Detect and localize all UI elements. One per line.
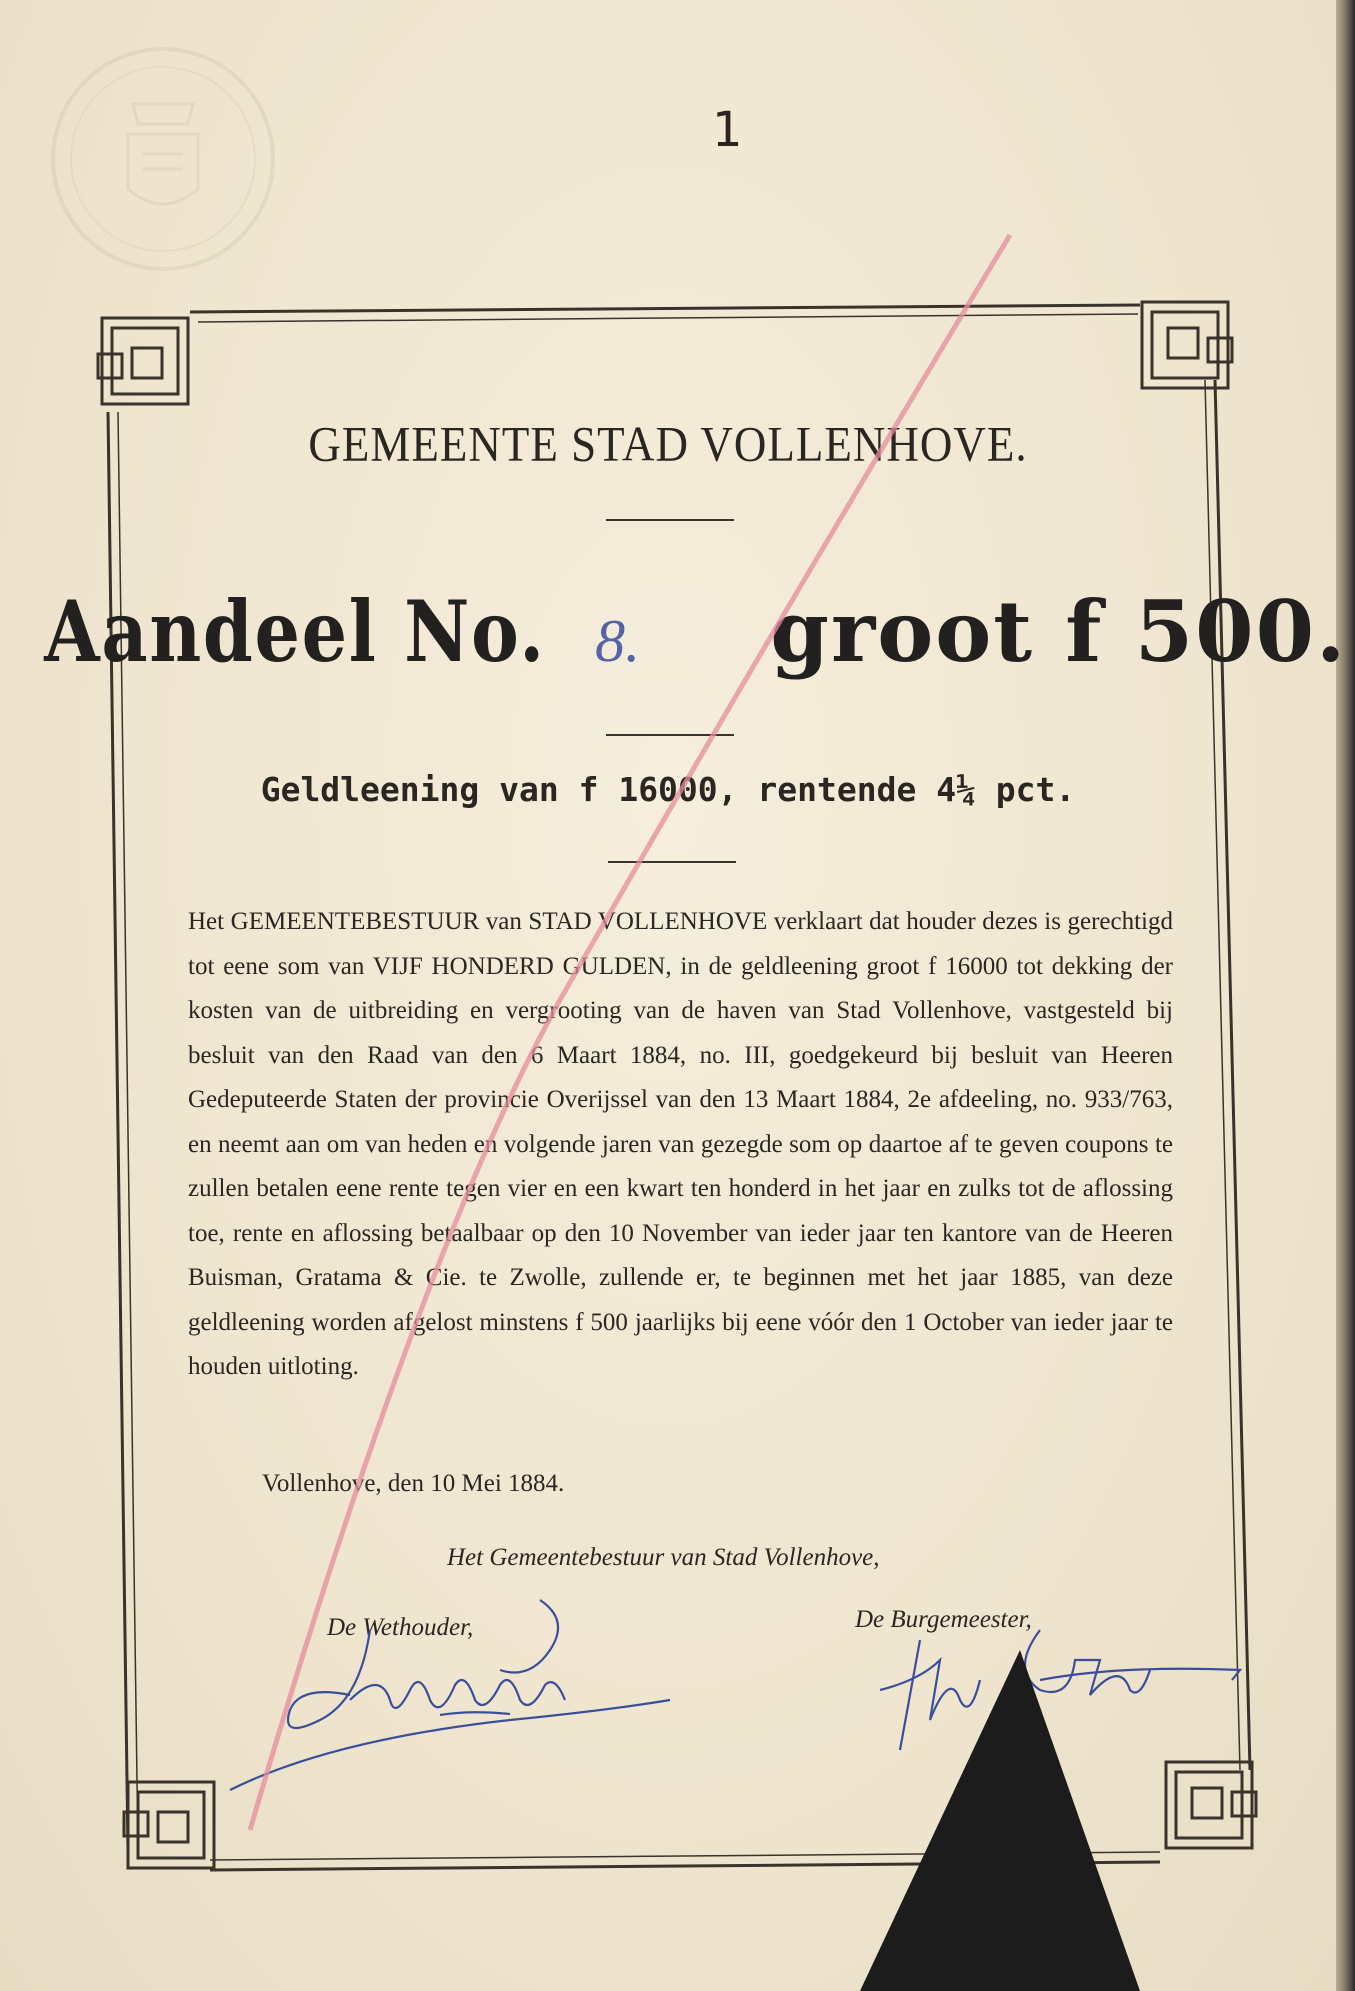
wethouder-signature — [210, 1590, 690, 1810]
corner-ornament-top-right — [1142, 302, 1232, 388]
divider — [606, 734, 734, 736]
page-number: 1 — [712, 102, 743, 158]
share-label: Aandeel No. — [44, 582, 546, 681]
burgemeester-signature — [860, 1620, 1260, 1770]
document-title: GEMEENTE STAD VOLLENHOVE. — [308, 416, 1028, 472]
wethouder-label: De Wethouder, — [327, 1614, 474, 1641]
burgemeester-label: De Burgemeester, — [855, 1606, 1032, 1633]
share-heading — [0, 582, 1348, 681]
share-number: 8. — [595, 608, 641, 674]
body-text: Het GEMEENTEBESTUUR van STAD VOLLENHOVE verklaart dat houder dezes is gerechtigd tot eene som van VIJF HONDERD GULDEN, in de geldleening groot f 16000 tot dekking der kosten van de uitbreiding en vergrooting van de haven van Stad Vollenhove, vastgesteld bij besluit van den Raad van den 6 Maart 1884, no. III, goedgekeurd bij besluit van Heeren Gedeputeerde Staten der provincie Overijssel van den 13 Maart 1884, 2e afdeeling, no. 933/763, en neemt aan om van heden en volgende jaren van gezegde som op daartoe af te geven coupons te zullen betalen eene rente tegen vier en een kwart ten honderd in het jaar en zulks tot de aflossing toe, rente en aflossing betaalbaar op den 10 November van ieder jaar ten kantore van de Heeren Buisman, Gratama & Cie. te Zwolle, zullende er, te beginnen met het jaar 1885, van deze geldleening worden afgelost minstens f 500 jaarlijks bij eene vóór den 1 October van ieder jaar te houden uitloting. — [188, 908, 1173, 1380]
paper-edge — [1336, 0, 1355, 1991]
share-value: groot f 500. — [770, 582, 1348, 681]
corner-ornament-top-left — [98, 318, 188, 404]
place-date: Vollenhove, den 10 Mei 1884. — [262, 1470, 565, 1497]
council-line: Het Gemeentebestuur van Stad Vollenhove, — [447, 1544, 880, 1571]
corner-ornament-bottom-left — [124, 1782, 214, 1868]
divider — [606, 519, 734, 521]
divider — [608, 861, 736, 863]
loan-title: Geldleening van f 16000, rentende 4¼ pct. — [260, 770, 1076, 809]
corner-ornament-bottom-right — [1166, 1762, 1256, 1848]
